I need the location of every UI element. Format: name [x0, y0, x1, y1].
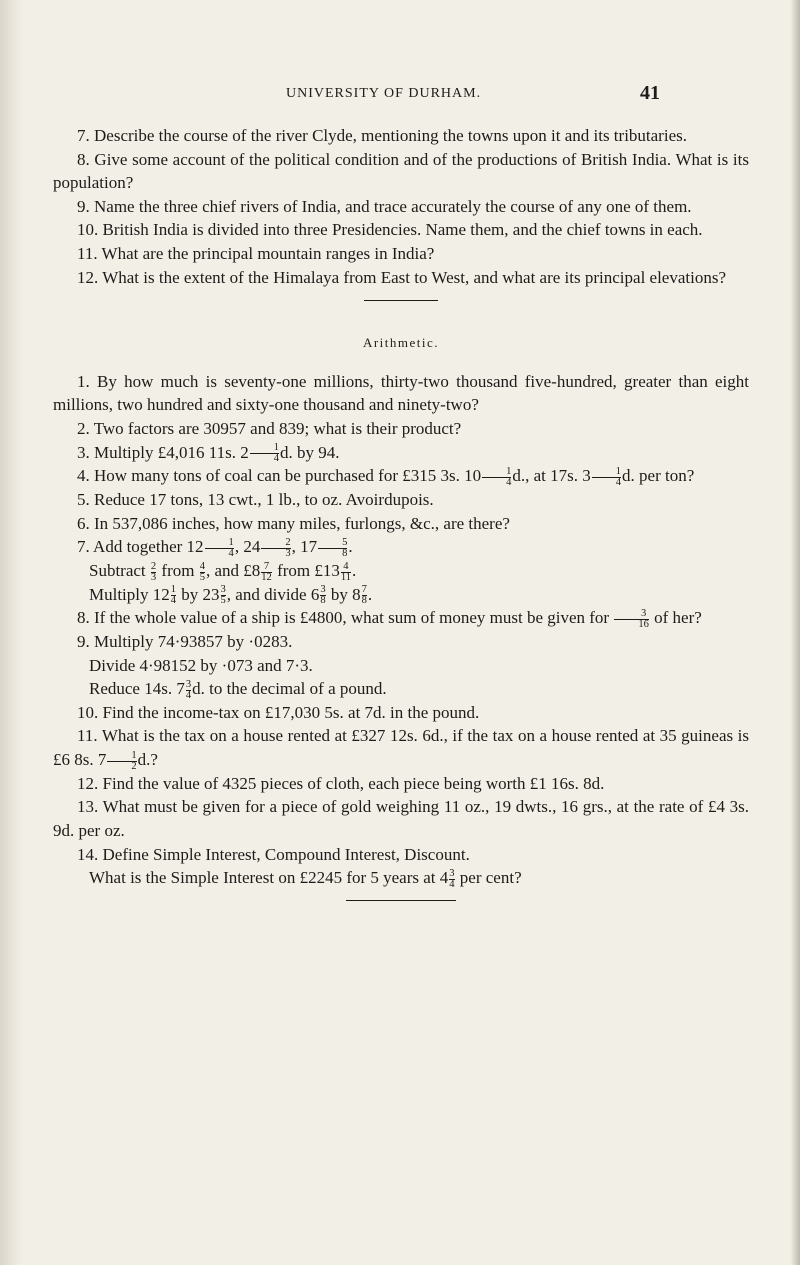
arithmetic-question-14: 14. Define Simple Interest, Compound Interest, Discount.	[77, 844, 470, 864]
arithmetic-question-6: 6. In 537,086 inches, how many miles, furlongs, &c., are there?	[77, 513, 510, 533]
arithmetic-question-7-multiply: Multiply 12 $\frac{1}{4}$ by 23 $\frac{3}{5}$ , and divide 6 $\frac{3}{8}$ by 8 $\frac{7}{8}$ .	[89, 584, 373, 607]
arithmetic-question-7-subtract: Subtract $\frac{2}{3}$ from $\frac{4}{5}$ , and £8 $\frac{7}{12}$ from £13 $\frac{4}{11}$ .	[89, 560, 357, 583]
page-number: 41	[640, 82, 660, 104]
fraction: $\frac{7}{8}$	[361, 584, 367, 607]
page-body	[53, 124, 749, 901]
page-header	[0, 82, 800, 110]
running-head: UNIVERSITY OF DURHAM.	[286, 86, 482, 101]
fraction: $\frac{4}{5}$	[199, 560, 205, 583]
fraction: $\frac{1}{4}$	[205, 538, 234, 559]
arithmetic-question-7: 7. Add together 12 $\frac{1}{4}$ , 24 $\frac{2}{3}$ , 17 $\frac{5}{8}$ .	[77, 536, 353, 559]
arithmetic-question-3: 3. Multiply £4,016 11s. 2 $\frac{1}{4}$ d. by 94.	[77, 442, 340, 465]
arithmetic-question-5: 5. Reduce 17 tons, 13 cwt., 1 lb., to oz. Avoirdupois.	[77, 489, 434, 509]
arithmetic-question-8: 8. If the whole value of a ship is £4800, what sum of money must be given for $\frac{3}{16}$ of her?	[77, 607, 702, 630]
fraction: $\frac{1}{2}$	[107, 751, 136, 772]
arithmetic-question-13: 13. What must be given for a piece of gold weighing 11 oz., 19 dwts., 16 grs., at the rate of £4 3s. 9d. per oz.	[53, 797, 749, 840]
arithmetic-question-2: 2. Two factors are 30957 and 839; what is their product?	[77, 418, 462, 438]
fraction: $\frac{5}{8}$	[318, 538, 347, 559]
geography-question-9: 9. Name the three chief rivers of India, and trace accurately the course of any one of them.	[77, 196, 692, 216]
arithmetic-question-10: 10. Find the income-tax on £17,030 5s. at 7d. in the pound.	[77, 702, 480, 722]
fraction: $\frac{3}{8}$	[320, 584, 326, 607]
arithmetic-question-4: 4. How many tons of coal can be purchased for £315 3s. 10 $\frac{1}{4}$ d., at 17s. 3 $\frac{1}{4}$ d. per ton?	[77, 465, 695, 488]
section-title-arithmetic: Arithmetic.	[362, 335, 440, 351]
fraction: $\frac{1}{4}$	[250, 443, 279, 464]
geography-question-7: 7. Describe the course of the river Clyde, mentioning the towns upon it and its tributaries.	[77, 126, 687, 145]
arithmetic-question-14-interest: What is the Simple Interest on £2245 for 5 years at 4 $\frac{3}{4}$ per cent?	[89, 867, 522, 890]
fraction: $\frac{3}{5}$	[220, 584, 226, 607]
fraction: $\frac{4}{11}$	[340, 560, 351, 583]
fraction: $\frac{1}{4}$	[592, 467, 621, 488]
fraction: $\frac{1}{4}$	[170, 584, 177, 607]
arithmetic-question-9-reduce: Reduce 14s. 7 $\frac{3}{4}$ d. to the decimal of a pound.	[89, 678, 387, 701]
fraction: $\frac{7}{12}$	[261, 560, 272, 583]
fraction: $\frac{3}{4}$	[449, 867, 455, 890]
fraction: $\frac{2}{3}$	[150, 560, 157, 583]
end-divider	[346, 900, 456, 901]
arithmetic-question-1: 1. By how much is seventy-one millions, thirty-two thousand five-hundred, greater than eight millions, two hundred and sixty-one thousand and ninety-two?	[53, 371, 749, 415]
page-binding-shadow	[0, 0, 22, 1265]
arithmetic-question-9-divide: Divide 4·98152 by ·073 and 7·3.	[89, 655, 313, 675]
fraction: $\frac{3}{16}$	[614, 609, 649, 630]
geography-question-11: 11. What are the principal mountain ranges in India?	[77, 243, 435, 263]
geography-question-8: 8. Give some account of the political condition and of the productions of British India. What is its population?	[53, 149, 749, 193]
arithmetic-question-9: 9. Multiply 74·93857 by ·0283.	[77, 631, 293, 651]
geography-question-12: 12. What is the extent of the Himalaya from East to West, and what are its principal elevations?	[77, 267, 727, 287]
geography-question-10: 10. British India is divided into three Presidencies. Name them, and the chief towns in each.	[77, 220, 703, 240]
arithmetic-question-12: 12. Find the value of 4325 pieces of cloth, each piece being worth £1 16s. 8d.	[77, 773, 605, 793]
fraction: $\frac{2}{3}$	[261, 538, 290, 559]
arithmetic-question-11: 11. What is the tax on a house rented at £327 12s. 6d., if the tax on a house rented at 35 guineas is £6 8s. 7 $\frac{1}{2}$ d.?	[53, 726, 749, 772]
fraction: $\frac{3}{4}$	[185, 678, 192, 701]
page-edge-shadow	[790, 0, 800, 1265]
fraction: $\frac{1}{4}$	[482, 467, 511, 488]
section-divider	[364, 300, 438, 301]
